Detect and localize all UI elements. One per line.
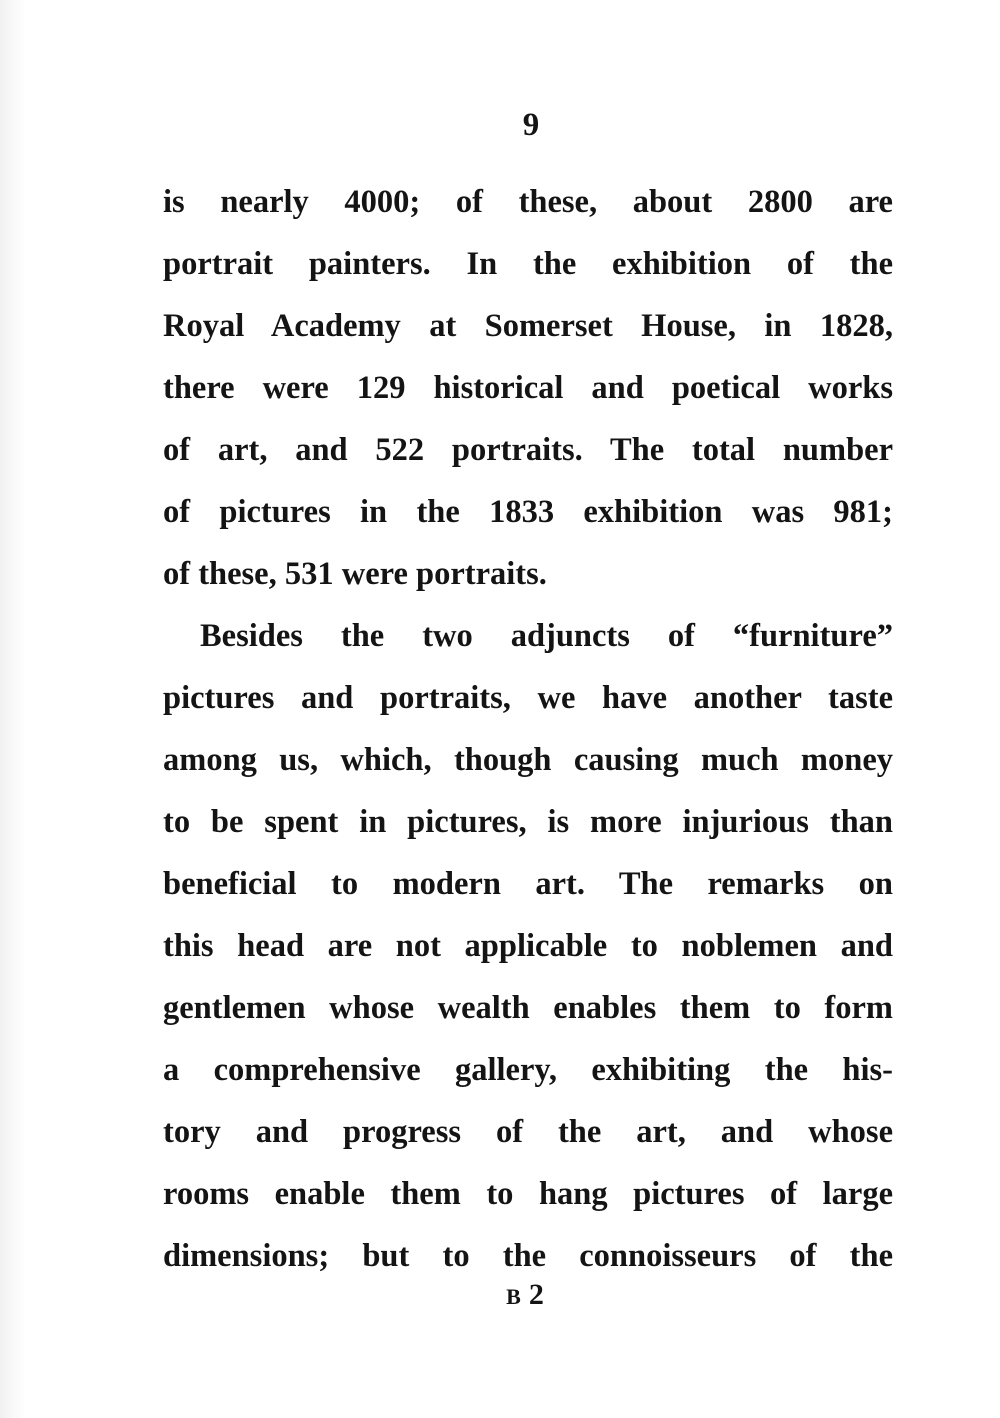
page-number: 9 — [522, 107, 540, 143]
text-line: gentlemen whose wealth enables them to form — [163, 990, 893, 1026]
text-line: a comprehensive gallery, exhibiting the his- — [163, 1052, 893, 1088]
signature-number: 2 — [528, 1278, 544, 1311]
paragraph-2 — [163, 611, 893, 1293]
body-text — [163, 177, 893, 1293]
text-line: to be spent in pictures, is more injurious than — [163, 804, 893, 840]
signature-letter: B — [506, 1284, 521, 1309]
text-line: portrait painters. In the exhibition of the — [163, 246, 893, 282]
text-line: of pictures in the 1833 exhibition was 981; — [163, 494, 893, 530]
text-line: rooms enable them to hang pictures of large — [163, 1176, 893, 1212]
page-edge-shadow — [0, 0, 26, 1418]
text-line: pictures and portraits, we have another taste — [163, 680, 893, 716]
text-line: beneficial to modern art. The remarks on — [163, 866, 893, 902]
text-line: of art, and 522 portraits. The total number — [163, 432, 893, 468]
text-line: there were 129 historical and poetical works — [163, 370, 893, 406]
text-line: Besides the two adjuncts of “furniture” — [200, 618, 893, 654]
paragraph-1 — [163, 177, 893, 611]
text-line: dimensions; but to the connoisseurs of the — [163, 1238, 893, 1274]
text-line: of these, 531 were portraits. — [163, 556, 547, 592]
text-line: this head are not applicable to noblemen and — [163, 928, 893, 964]
text-line: Royal Academy at Somerset House, in 1828, — [163, 308, 893, 344]
text-line: is nearly 4000; of these, about 2800 are — [163, 184, 893, 220]
text-line: tory and progress of the art, and whose — [163, 1114, 893, 1150]
text-line: among us, which, though causing much money — [163, 742, 893, 778]
signature-mark — [0, 1275, 1000, 1317]
